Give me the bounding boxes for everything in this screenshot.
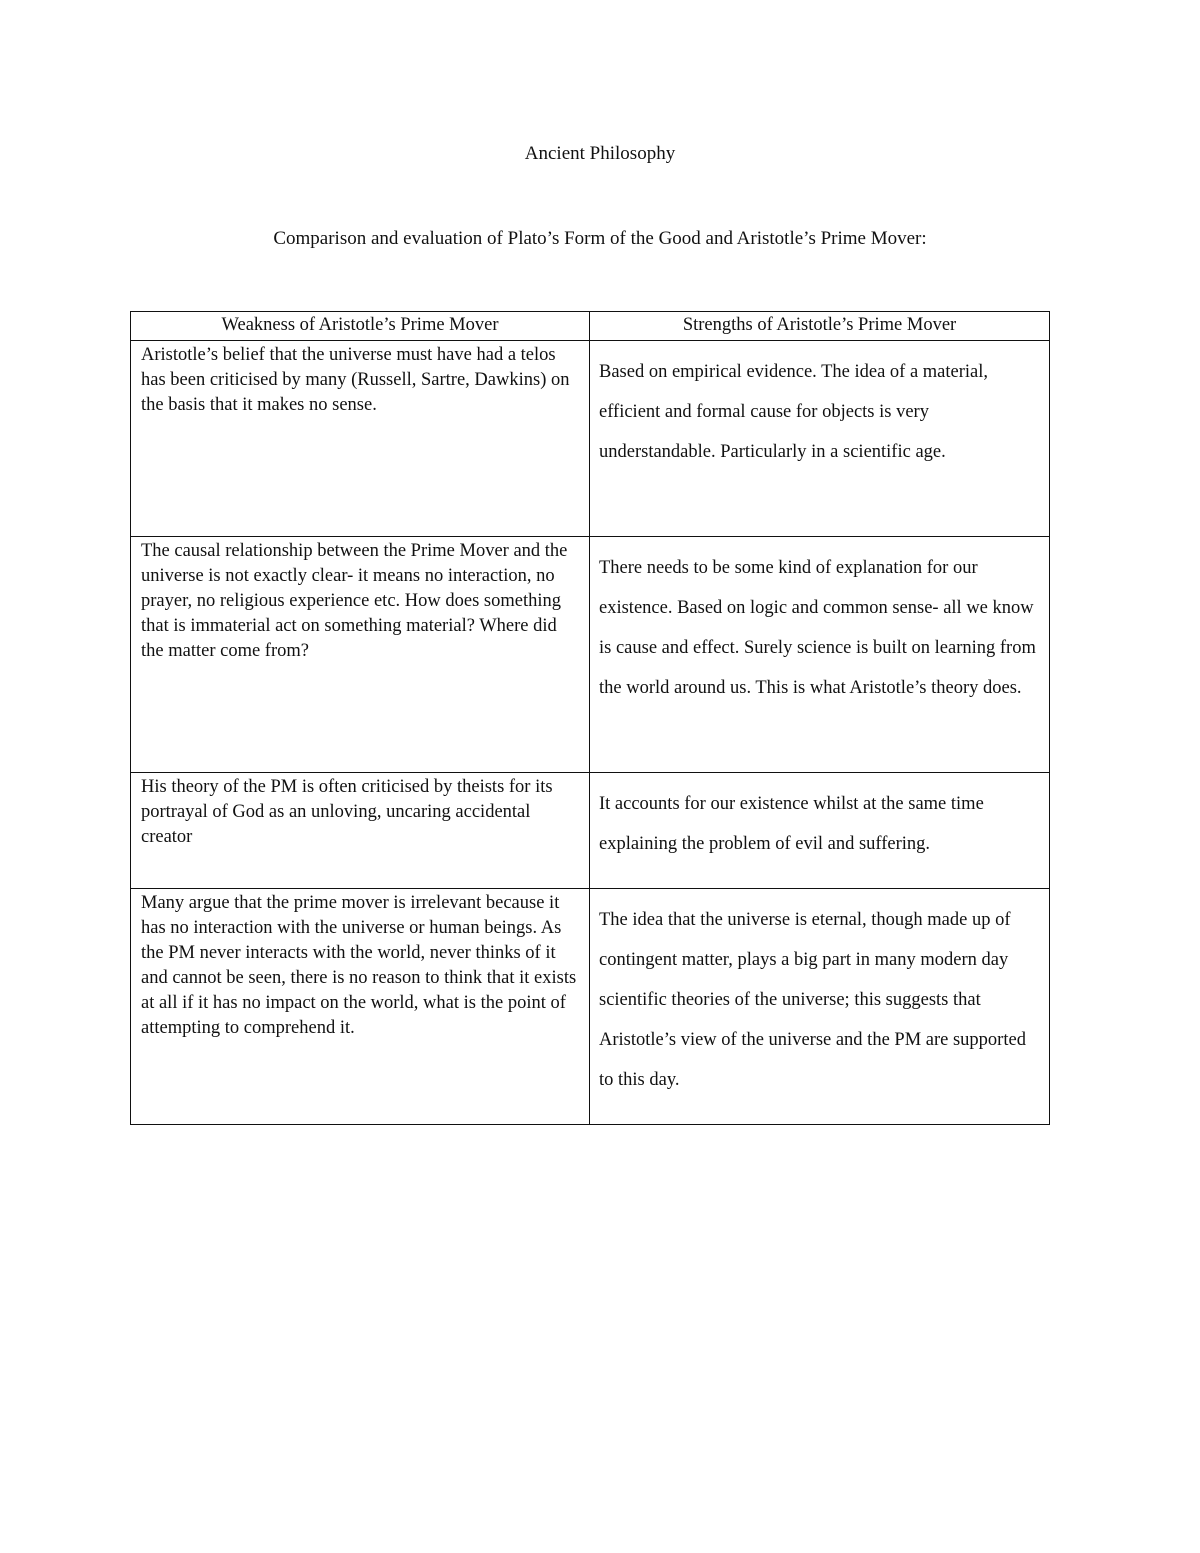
strength-cell: The idea that the universe is eternal, though made up of contingent matter, plays a big part in many modern day scientific theories of the universe; this suggests that Aristotle’s view of the universe and the PM are supported to this day.	[590, 889, 1050, 1125]
weakness-cell: Many argue that the prime mover is irrelevant because it has no interaction with the universe or human beings. As the PM never interacts with the world, never thinks of it and cannot be seen, there is no reason to think that it exists at all if it has no impact on the world, what is the point of attempting to comprehend it.	[131, 889, 590, 1125]
weakness-cell: The causal relationship between the Prime Mover and the universe is not exactly clear- it means no interaction, no prayer, no religious experience etc. How does something that is immaterial act on something material? Where did the matter come from?	[131, 537, 590, 773]
comparison-table	[130, 311, 1050, 1125]
strength-cell: It accounts for our existence whilst at the same time explaining the problem of evil and suffering.	[590, 773, 1050, 889]
table-row	[131, 341, 1050, 537]
strength-cell: There needs to be some kind of explanation for our existence. Based on logic and common sense- all we know is cause and effect. Surely science is built on learning from the world around us. This is what Aristotle’s theory does.	[590, 537, 1050, 773]
weakness-cell: Aristotle’s belief that the universe must have had a telos has been criticised by many (Russell, Sartre, Dawkins) on the basis that it makes no sense.	[131, 341, 590, 537]
document-title: Ancient Philosophy	[524, 143, 676, 164]
table-row	[131, 773, 1050, 889]
table-header-row	[131, 312, 1050, 341]
document-subtitle: Comparison and evaluation of Plato’s Form of the Good and Aristotle’s Prime Mover:	[273, 228, 927, 249]
weakness-column-header: Weakness of Aristotle’s Prime Mover	[131, 312, 590, 341]
strengths-column-header: Strengths of Aristotle’s Prime Mover	[590, 312, 1050, 341]
table-row	[131, 889, 1050, 1125]
strength-cell: Based on empirical evidence. The idea of a material, efficient and formal cause for objects is very understandable. Particularly in a scientific age.	[590, 341, 1050, 537]
weakness-cell: His theory of the PM is often criticised by theists for its portrayal of God as an unloving, uncaring accidental creator	[131, 773, 590, 889]
table-row	[131, 537, 1050, 773]
